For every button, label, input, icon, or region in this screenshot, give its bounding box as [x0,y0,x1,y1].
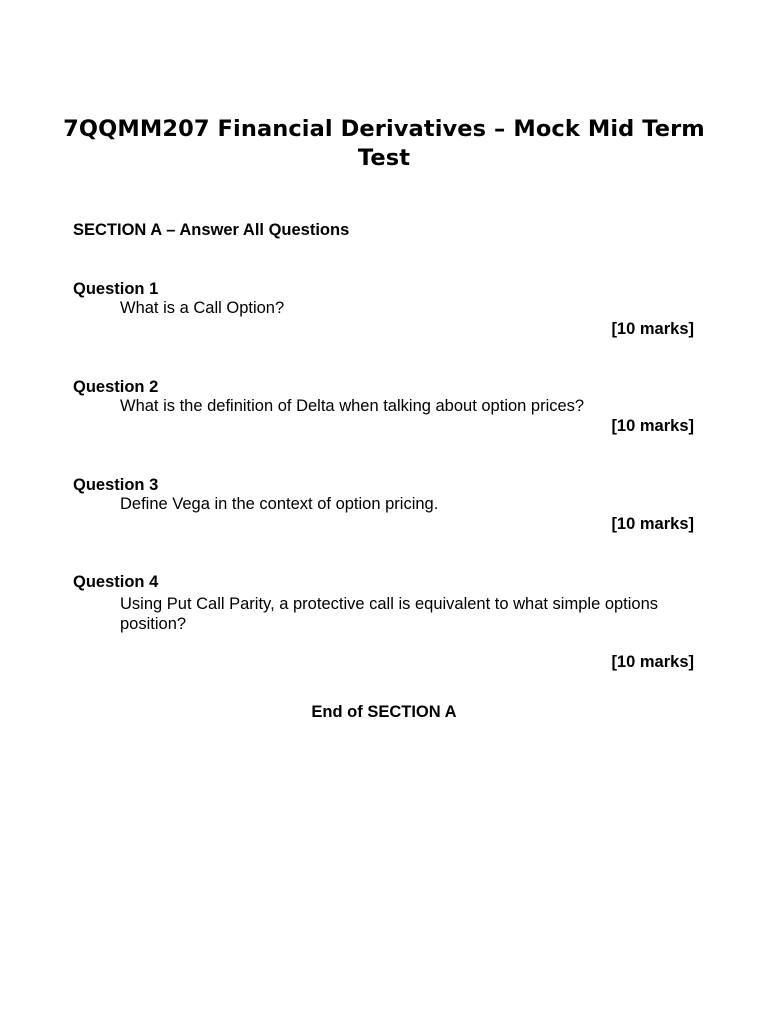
question-3-marks: [10 marks] [611,515,694,533]
question-4-marks: [10 marks] [611,653,694,671]
section-heading: SECTION A – Answer All Questions [73,221,350,239]
question-3-text: Define Vega in the context of option pricing. [120,495,439,513]
question-1-label: Question 1 [73,280,159,298]
section-end-text: End of SECTION A [311,703,457,721]
question-2-label: Question 2 [73,378,159,396]
question-1-marks: [10 marks] [611,320,694,338]
question-2-text: What is the definition of Delta when talking about option prices? [120,397,585,415]
question-4-text: Using Put Call Parity, a protective call is equivalent to what simple options position? [120,595,659,633]
question-1-text: What is a Call Option? [120,299,285,317]
question-3-label: Question 3 [73,476,159,494]
document-title: 7QQMM207 Financial Derivatives – Mock Mid Term Test [63,116,705,171]
question-4-label: Question 4 [73,573,159,591]
question-2-marks: [10 marks] [611,417,694,435]
